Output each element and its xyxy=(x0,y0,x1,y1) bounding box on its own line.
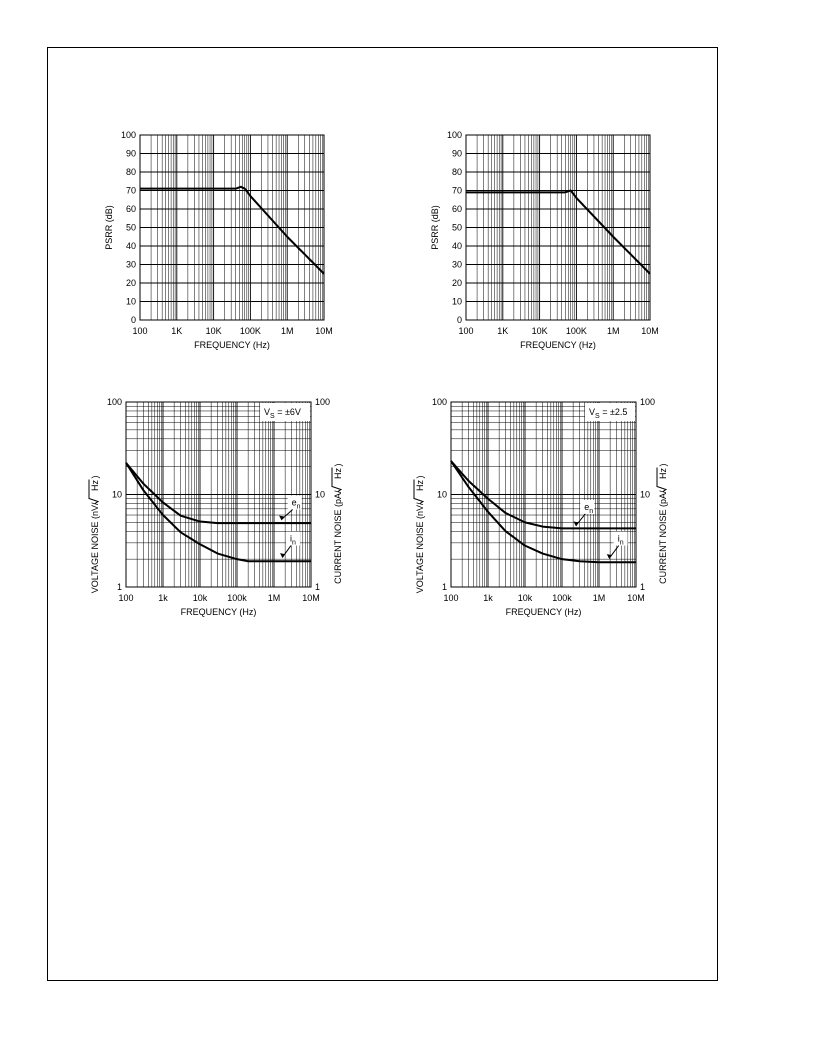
y-axis-label-left xyxy=(414,476,425,594)
y-tick-label: 10 xyxy=(111,489,122,500)
y-tick-label: 40 xyxy=(451,241,462,251)
y-axis-label-left-radicand: Hz xyxy=(90,480,100,491)
y-axis-label: PSRR (dB) xyxy=(430,205,440,250)
y-axis-label-left-close: ) xyxy=(415,475,425,479)
y-axis-label-left-radicand: Hz xyxy=(415,480,425,491)
noise-chart-right xyxy=(410,392,690,632)
x-tick-label: 1k xyxy=(158,593,168,603)
series-label-in: $i_n$ xyxy=(617,533,624,547)
x-tick-label: 10K xyxy=(205,326,222,336)
y-axis-label-left-close: ) xyxy=(90,475,100,479)
series-curve-0 xyxy=(140,187,324,274)
arrow-head xyxy=(607,554,612,559)
series-curve-0 xyxy=(466,191,650,274)
y-tick-label: 70 xyxy=(125,185,136,196)
psrr-chart-right xyxy=(416,125,676,360)
x-tick-label: 1k xyxy=(483,593,493,603)
series-curve-en xyxy=(126,463,311,523)
x-tick-label: 10k xyxy=(192,593,208,603)
x-tick-label: 1K xyxy=(171,326,183,336)
y-axis-label-right-radicand: Hz xyxy=(658,468,668,479)
x-tick-label: 1M xyxy=(592,593,606,603)
supply-condition-label: $V_S = \pm 6V$ xyxy=(264,407,301,420)
y-right-tick-label: 1 xyxy=(315,582,321,592)
y-axis-label: PSRR (dB) xyxy=(104,205,114,250)
y-tick-label: 60 xyxy=(125,204,136,214)
y-axis-label-left-text: VOLTAGE NOISE (nV/ xyxy=(415,502,425,594)
y-axis-label-right-text: CURRENT NOISE (pA/ xyxy=(658,490,668,584)
x-tick-label: 100 xyxy=(118,593,134,603)
y-tick-label: 10 xyxy=(125,296,136,307)
x-tick-label: 1K xyxy=(497,326,509,336)
series-label-en: $e_n$ xyxy=(291,497,301,511)
x-axis-label: FREQUENCY (Hz) xyxy=(505,607,582,617)
y-axis-label-right-radicand: Hz xyxy=(333,468,343,479)
x-tick-label: 100k xyxy=(227,593,247,603)
x-axis-label: FREQUENCY (Hz) xyxy=(194,340,270,350)
y-tick-label: 100 xyxy=(120,130,136,140)
y-tick-label: 0 xyxy=(456,315,462,325)
x-tick-label: 100 xyxy=(458,326,474,336)
y-axis-label-right xyxy=(332,464,343,584)
y-tick-label: 70 xyxy=(451,185,462,196)
y-tick-label: 60 xyxy=(451,204,462,214)
y-tick-label: 50 xyxy=(125,222,136,233)
x-tick-label: 10M xyxy=(315,326,333,336)
x-tick-label: 10K xyxy=(531,326,548,336)
y-axis-label-right-text: CURRENT NOISE (pA/ xyxy=(333,490,343,584)
y-tick-label: 1 xyxy=(441,582,447,592)
x-axis-label: FREQUENCY (Hz) xyxy=(520,340,596,350)
x-tick-label: 1M xyxy=(280,326,294,336)
x-axis-label: FREQUENCY (Hz) xyxy=(180,607,257,617)
x-tick-label: 10M xyxy=(641,326,659,336)
y-tick-label: 90 xyxy=(125,148,136,159)
y-right-tick-label: 10 xyxy=(640,489,651,500)
x-tick-label: 100 xyxy=(132,326,148,336)
series-label-in: $i_n$ xyxy=(289,533,296,547)
x-tick-label: 1M xyxy=(267,593,281,603)
y-tick-label: 80 xyxy=(125,167,136,177)
y-tick-label: 20 xyxy=(451,278,462,288)
x-tick-label: 10k xyxy=(517,593,533,603)
y-axis-label-right xyxy=(657,464,668,584)
psrr-chart-left xyxy=(90,125,350,360)
y-right-tick-label: 10 xyxy=(315,489,326,500)
y-tick-label: 10 xyxy=(436,489,447,500)
y-axis-label-left xyxy=(89,476,100,594)
x-tick-label: 100K xyxy=(565,326,587,336)
noise-chart-left xyxy=(86,392,366,632)
y-right-tick-label: 100 xyxy=(315,397,331,407)
y-tick-label: 100 xyxy=(446,130,462,140)
x-tick-label: 100K xyxy=(239,326,261,336)
y-tick-label: 30 xyxy=(451,259,462,270)
y-tick-label: 100 xyxy=(431,397,447,407)
supply-condition-label: $V_S = \pm 2.5$ xyxy=(589,407,628,420)
y-tick-label: 50 xyxy=(451,222,462,233)
x-tick-label: 1M xyxy=(606,326,620,336)
y-tick-label: 90 xyxy=(451,148,462,159)
y-tick-label: 0 xyxy=(130,315,136,325)
y-tick-label: 40 xyxy=(125,241,136,251)
y-axis-label-right-close: ) xyxy=(333,463,343,467)
y-tick-label: 1 xyxy=(116,582,122,592)
series-curve-in xyxy=(451,461,636,562)
y-right-tick-label: 1 xyxy=(640,582,646,592)
series-curve-in xyxy=(126,463,311,561)
x-tick-label: 100k xyxy=(552,593,572,603)
y-tick-label: 20 xyxy=(125,278,136,288)
y-tick-label: 100 xyxy=(106,397,122,407)
y-tick-label: 80 xyxy=(451,167,462,177)
series-label-en: $e_n$ xyxy=(584,501,594,515)
y-tick-label: 30 xyxy=(125,259,136,270)
series-label-arrow xyxy=(282,510,293,520)
x-tick-label: 10M xyxy=(627,593,645,603)
y-axis-label-left-text: VOLTAGE NOISE (nV/ xyxy=(90,502,100,594)
x-tick-label: 10M xyxy=(302,593,320,603)
x-tick-label: 100 xyxy=(443,593,459,603)
y-tick-label: 10 xyxy=(451,296,462,307)
y-axis-label-right-close: ) xyxy=(658,463,668,467)
y-right-tick-label: 100 xyxy=(640,397,656,407)
